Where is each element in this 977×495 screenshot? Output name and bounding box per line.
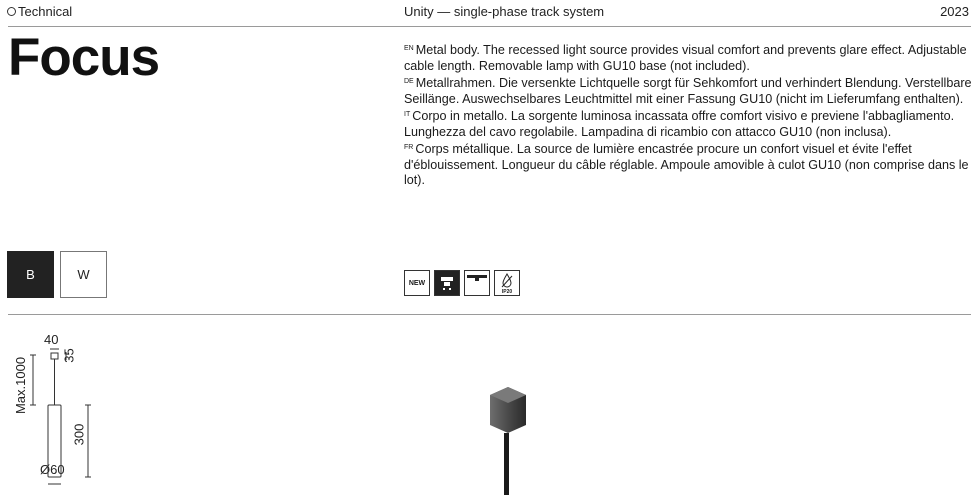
- feature-icons: [404, 270, 520, 296]
- section-text: Technical: [18, 4, 73, 19]
- dim-body-height: 300: [71, 423, 87, 446]
- description-fr: $^{FR}$ Corps métallique. La source de lumière encastrée procure un confort visuel et évite l'effet d'éblouissement. Longueur du câble réglable. Ampoule amovible à culot GU10 (non comprise dans le lot).: [404, 142, 969, 187]
- section-divider: [8, 314, 971, 315]
- ip-label: IP20: [501, 289, 513, 295]
- circle-icon: [7, 7, 16, 16]
- description-en: $^{EN}$ Metal body. The recessed light source provides visual comfort and prevents glare effect. Adjustable cable length. Removable lamp with GU10 base (not included).: [404, 43, 967, 73]
- year-label: 2023: [940, 4, 969, 19]
- track-adapter-icon: [434, 270, 460, 296]
- description-it: $^{IT}$ Corpo in metallo. La sorgente luminosa incassata offre comfort visivo e previene l'abbagliamento. Lunghezza del cavo regolabile. Lampadina di ricambio con attacco GU10 (non inclusa).: [404, 109, 955, 139]
- color-swatch-black[interactable]: B: [7, 251, 54, 298]
- dim-adapter-height: 35: [61, 348, 77, 363]
- section-label: [7, 4, 72, 19]
- dim-cable-length: Max.1000: [13, 356, 29, 415]
- new-badge-icon: NEW: [404, 270, 430, 296]
- product-photo: [470, 385, 540, 495]
- dim-top-width: 40: [44, 332, 59, 347]
- color-swatch-white[interactable]: W: [60, 251, 107, 298]
- dim-diameter: Ø60: [40, 462, 65, 477]
- product-outline-drawing: [0, 330, 110, 495]
- ip20-icon: [494, 270, 520, 296]
- page-subtitle: Unity — single-phase track system: [404, 4, 605, 19]
- recessed-light-icon: [464, 270, 490, 296]
- description-de: $^{DE}$ Metallrahmen. Die versenkte Lichtquelle sorgt für Sehkomfort und verhindert Blendung. Verstellbare Seillänge. Auswechselbares Leuchtmittel mit einer Fassung GU10 (nicht im Lieferumfang enthalten).: [404, 76, 972, 106]
- header-divider: [8, 26, 971, 27]
- product-description: [404, 41, 974, 189]
- product-title: Focus: [8, 28, 160, 87]
